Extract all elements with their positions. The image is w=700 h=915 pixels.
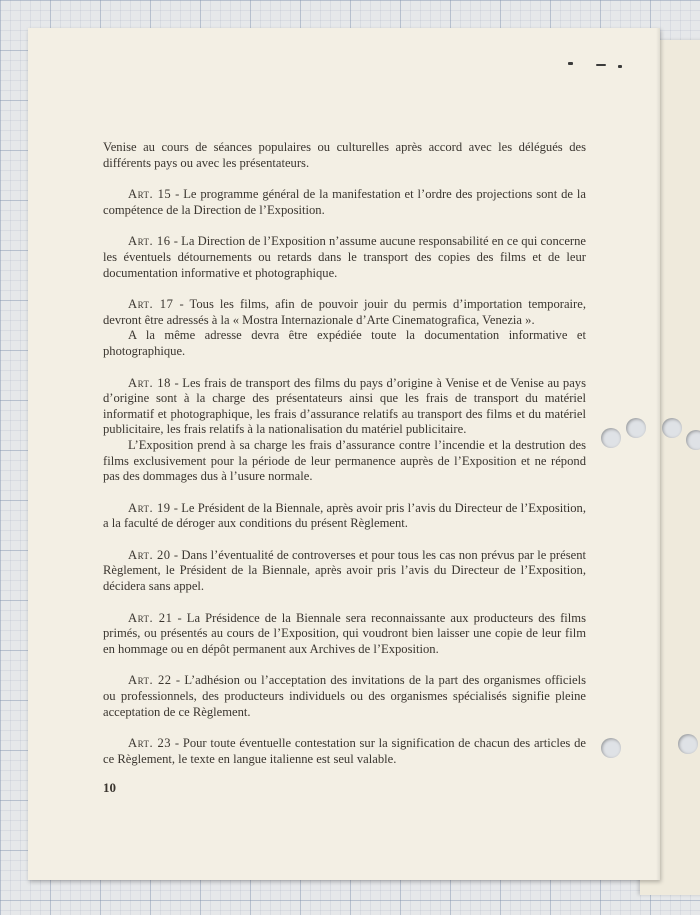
- article-paragraph: Art. 19 - Le Président de la Biennale, après avoir pris l’avis du Directeur de l’Exposition, a la faculté de déroger aux conditions du présent Règlement.: [103, 500, 586, 531]
- article-label: Art. 21: [128, 610, 173, 625]
- page-number: 10: [103, 780, 116, 795]
- article-block: [103, 297, 586, 359]
- article-paragraph: Art. 21 - La Présidence de la Biennale sera reconnaissante aux producteurs des films primés, ou présentés au cours de l’Exposition, qui voudront bien laisser une copie de leur film en hommage ou en dépôt permanent aux Archives de l’Exposition.: [103, 610, 586, 656]
- article-text: Pour toute éventuelle contestation sur la signification de chacun des articles de ce Règlement, le texte en langue italienne est seul valable.: [103, 736, 586, 766]
- article-block: [103, 736, 586, 767]
- article-text: Le programme général de la manifestation et l’ordre des projections sont de la compétence de la Direction de l’Exposition.: [103, 187, 586, 217]
- article-label: Art. 22: [128, 673, 172, 688]
- article-block: [103, 673, 586, 720]
- article-subparagraph: [103, 438, 586, 485]
- punch-hole: [662, 418, 682, 438]
- article-label: Art. 15: [128, 187, 172, 202]
- article-paragraph: Art. 23 - Pour toute éventuelle contestation sur la signification de chacun des articles de ce Règlement, le texte en langue italienne est seul valable.: [103, 736, 586, 766]
- punch-hole: [601, 428, 621, 448]
- article-subparagraph: [103, 328, 586, 359]
- article-text: L’adhésion ou l’acceptation des invitations de la part des organismes officiels ou professionnels, des producteurs individuels ou des organismes spécialisés signifie pleine acceptation de ce Règlement.: [103, 673, 586, 719]
- article-text: Dans l’éventualité de controverses et pour tous les cas non prévus par le présent Règlement, le Président de la Biennale, après avoir pris l’avis du Directeur de l’Exposition, décidera sans appel.: [103, 547, 586, 594]
- article-text: Les frais de transport des films du pays d’origine à Venise et de Venise au pays d’origine sont à la charge des présentateurs ainsi que les frais de transport du matériel informatif et photographique, les frais d’assurance relatifs au transport des films et du matériel publicitaire, les frais relatifs à la nationalisation du matériel publicitaire.: [103, 375, 587, 437]
- punch-hole: [601, 738, 621, 758]
- document-body: [103, 140, 586, 767]
- article-text: La Présidence de la Biennale sera reconnaissante aux producteurs des films primés, ou présentés au cours de l’Exposition, qui voudront bien laisser une copie de leur film en hommage ou en dépôt permanent aux Archives de l’Exposition.: [103, 610, 586, 656]
- article-block: [103, 187, 586, 218]
- article-label: Art. 18: [128, 375, 171, 390]
- punch-hole: [678, 734, 698, 754]
- article-paragraph: Art. 16 - La Direction de l’Exposition n’assume aucune responsabilité en ce qui concerne les éventuels détournements ou retards dans le transport des copies des films et de leur documentation informative et photographique.: [103, 234, 586, 280]
- article-label: Art. 16: [128, 234, 171, 249]
- ink-mark: [618, 65, 622, 68]
- article-paragraph: Art. 17 - Tous les films, afin de pouvoir jouir du permis d’importation temporaire, devront être adressés à la « Mostra Internazionale d’Arte Cinematografica, Venezia ».: [103, 297, 586, 327]
- article-text: Le Président de la Biennale, après avoir pris l’avis du Directeur de l’Exposition, a la faculté de déroger aux conditions du présent Règlement.: [103, 500, 586, 531]
- ink-mark: [596, 64, 606, 66]
- article-label: Art. 23: [128, 736, 172, 751]
- punch-hole: [686, 430, 700, 450]
- page-fold-shadow: [656, 28, 660, 880]
- articles-list: [103, 187, 586, 767]
- continuation-paragraph: Venise au cours de séances populaires ou culturelles après accord avec les délégués des différents pays ou avec les présentateurs.: [103, 140, 586, 170]
- article-label: Art. 17: [128, 297, 174, 312]
- article-text: L’Exposition prend à sa charge les frais d’assurance contre l’incendie et la destrution des films exclusivement pour la période de leur permanence auprès de l’Exposition et ne répond pas des dommages dus à l’usure normale.: [103, 437, 586, 484]
- article-paragraph: Art. 20 - Dans l’éventualité de controverses et pour tous les cas non prévus par le présent Règlement, le Président de la Biennale, après avoir pris l’avis du Directeur de l’Exposition, décidera sans appel.: [103, 547, 586, 594]
- article-block: [103, 611, 586, 658]
- article-block: [103, 234, 586, 281]
- article-block: [103, 548, 586, 595]
- article-text: La Direction de l’Exposition n’assume aucune responsabilité en ce qui concerne les éventuels détournements ou retards dans le transport des copies des films et de leur documentation informative et photographique.: [103, 234, 586, 280]
- article-text: Tous les films, afin de pouvoir jouir du permis d’importation temporaire, devront être adressés à la « Mostra Internazionale d’Arte Cinematografica, Venezia ».: [103, 297, 586, 327]
- article-block: [103, 501, 586, 532]
- article-block: [103, 376, 586, 485]
- article-paragraph: Art. 18 - Les frais de transport des films du pays d’origine à Venise et de Venise au pays d’origine sont à la charge des présentateurs ainsi que les frais de transport du matériel informatif et photographique, les frais d’assurance relatifs au transport des films et du matériel publicitaire, les frais relatifs à la nationalisation du matériel publicitaire.: [103, 375, 587, 437]
- article-label: Art. 19: [128, 500, 171, 515]
- ink-mark: [568, 62, 573, 65]
- punch-hole: [626, 418, 646, 438]
- article-label: Art. 20: [128, 547, 171, 562]
- article-text: A la même adresse devra être expédiée toute la documentation informative et photographique.: [103, 328, 586, 358]
- article-paragraph: Art. 22 - L’adhésion ou l’acceptation des invitations de la part des organismes officiels ou professionnels, des producteurs individuels ou des organismes spécialisés signifie pleine acceptation de ce Règlement.: [103, 673, 586, 719]
- article-paragraph: Art. 15 - Le programme général de la manifestation et l’ordre des projections sont de la compétence de la Direction de l’Exposition.: [103, 187, 586, 217]
- document-page: [28, 28, 660, 880]
